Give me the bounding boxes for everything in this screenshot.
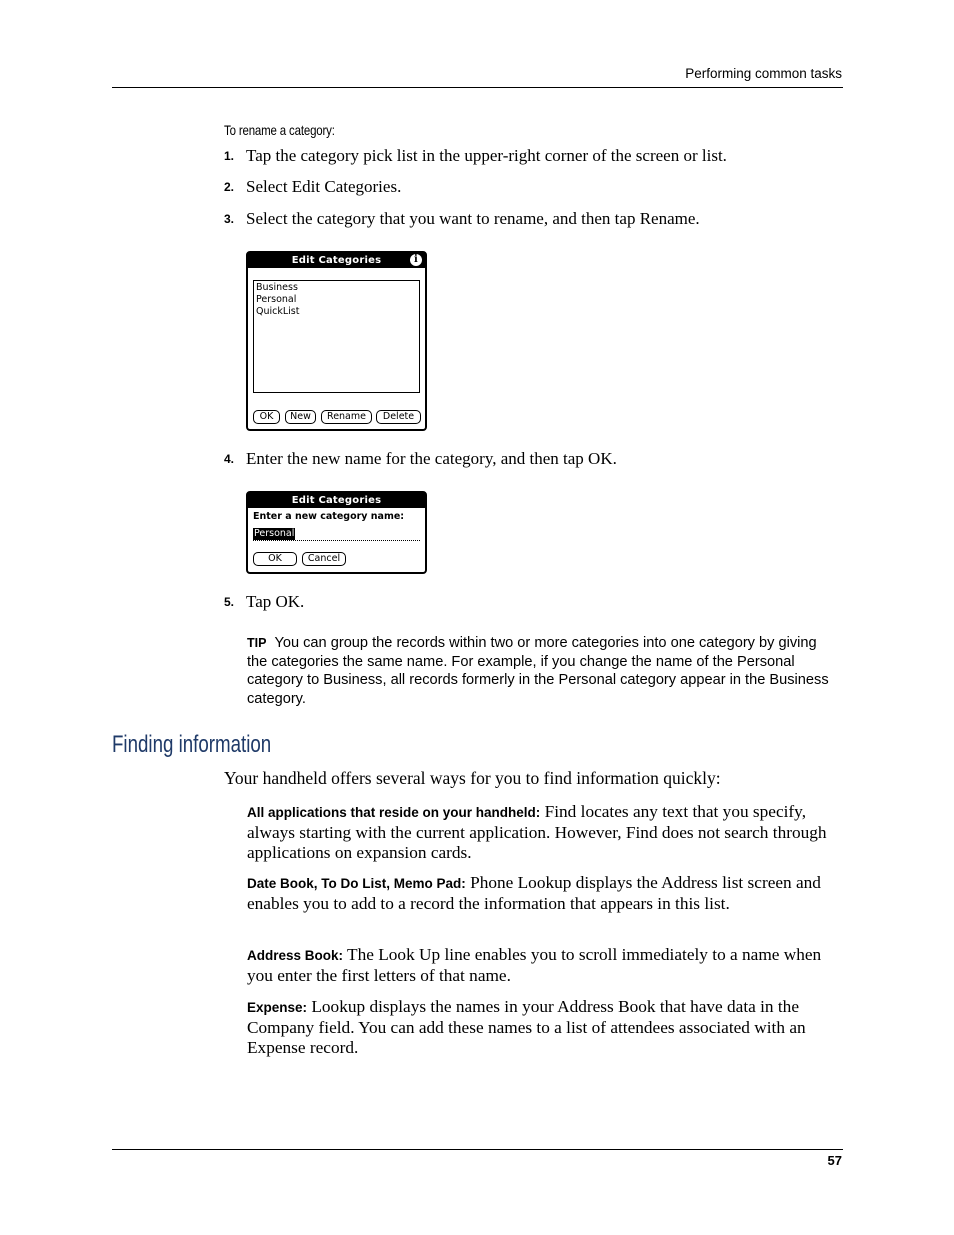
rename-button[interactable]: Rename bbox=[321, 410, 372, 424]
entry-date-book bbox=[247, 873, 841, 914]
cancel-button[interactable]: Cancel bbox=[302, 552, 346, 566]
screen-title: Edit Categories bbox=[291, 255, 382, 266]
ok-button[interactable]: OK bbox=[253, 552, 297, 566]
step-number: 1. bbox=[224, 149, 235, 163]
step-number: 5. bbox=[224, 595, 235, 609]
step-text: Tap OK. bbox=[246, 592, 305, 611]
procedure-title: To rename a category: bbox=[224, 122, 335, 138]
entry-label: Date Book, To Do List, Memo Pad: bbox=[247, 876, 466, 891]
ok-button[interactable]: OK bbox=[253, 410, 280, 424]
entry-label: Expense: bbox=[247, 1000, 308, 1015]
entry-expense bbox=[247, 997, 841, 1058]
step-text: Tap the category pick list in the upper-right corner of the screen or list. bbox=[246, 146, 727, 165]
category-item-personal[interactable]: Personal bbox=[256, 294, 297, 305]
category-name-field[interactable] bbox=[253, 528, 420, 541]
new-button[interactable]: New bbox=[285, 410, 316, 424]
rename-category-dialog bbox=[246, 491, 427, 574]
entry-address-book bbox=[247, 945, 841, 986]
tip-note bbox=[247, 634, 837, 708]
step-number: 4. bbox=[224, 452, 235, 466]
tip-text: You can group the records within two or more categories into one category by giving the categories the same name. For example, if you change the name of the Personal category to Business, all records formerly in the Personal category appear in the Business category. bbox=[247, 635, 829, 707]
delete-button[interactable]: Delete bbox=[376, 410, 421, 424]
entry-text: Find locates any text that you specify, always starting with the current application. However, Find does not search through applications on expansion cards. bbox=[247, 802, 827, 862]
entry-text: Lookup displays the names in your Address Book that have data in the Company field. You can add these names to a list of attendees associated with an Expense record. bbox=[247, 997, 806, 1057]
category-item-business[interactable]: Business bbox=[256, 282, 298, 293]
page-number: 57 bbox=[827, 1153, 842, 1168]
dialog-title-bar bbox=[248, 493, 425, 508]
section-intro: Your handheld offers several ways for you to find information quickly: bbox=[224, 768, 721, 788]
step-text: Select the category that you want to rename, and then tap Rename. bbox=[246, 209, 700, 228]
category-item-quicklist[interactable]: QuickList bbox=[256, 306, 300, 317]
dialog-title: Edit Categories bbox=[291, 495, 382, 506]
step-number: 2. bbox=[224, 180, 235, 194]
entry-text: The Look Up line enables you to scroll immediately to a name when you enter the first letters of that name. bbox=[247, 945, 822, 985]
step-text: Select Edit Categories. bbox=[246, 177, 402, 196]
category-list[interactable] bbox=[253, 280, 420, 393]
screen-title-bar bbox=[248, 253, 425, 268]
info-icon[interactable]: i bbox=[410, 254, 422, 266]
running-head: Performing common tasks bbox=[685, 66, 842, 81]
section-heading: Finding information bbox=[112, 731, 272, 758]
entry-text: Phone Lookup displays the Address list screen and enables you to add to a record the information that appears in this list. bbox=[247, 873, 821, 913]
footer-rule bbox=[112, 1149, 843, 1150]
step-number: 3. bbox=[224, 212, 235, 226]
name-prompt: Enter a new category name: bbox=[253, 511, 405, 522]
category-name-value: Personal bbox=[254, 528, 295, 539]
entry-label: Address Book: bbox=[247, 948, 344, 963]
tip-label: TIP bbox=[247, 636, 267, 650]
header-rule bbox=[112, 87, 843, 88]
step-text: Enter the new name for the category, and then tap OK. bbox=[246, 449, 617, 468]
entry-label: All applications that reside on your handheld: bbox=[247, 805, 541, 820]
edit-categories-screen bbox=[246, 251, 427, 431]
entry-all-applications bbox=[247, 802, 841, 863]
